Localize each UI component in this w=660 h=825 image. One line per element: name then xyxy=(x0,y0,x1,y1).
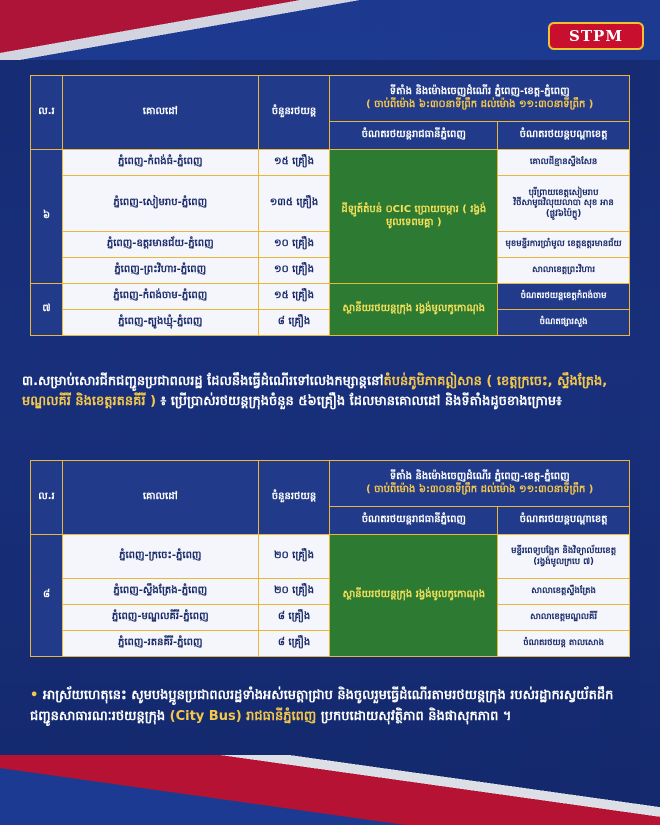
count-cell: ៨ គ្រឿង xyxy=(258,605,330,631)
header-destination: គោលដៅ xyxy=(62,76,258,150)
row-number: ៦ xyxy=(31,150,63,284)
table-row xyxy=(31,150,630,176)
schedule-table-2 xyxy=(30,460,630,657)
header-phnom-penh-stop: ចំណតរថយន្តរាជធានីភ្នំពេញ xyxy=(330,122,498,150)
phnom-penh-stop-cell: ស្ថានីយរថយន្តក្រុង រង្វង់មូលកូកោណុង xyxy=(330,284,498,336)
header-location-title: ទីតាំង និងម៉ោងចេញដំណើរ ភ្នំពេញ-ខេត្ត-ភ្នំពេញ xyxy=(389,86,570,97)
destination-cell: ភ្នំពេញ-ត្បូងឃ្មុំ-ភ្នំពេញ xyxy=(62,310,258,336)
northeast-paragraph xyxy=(22,372,642,412)
header-phnom-penh-stop: ចំណតរថយន្តរាជធានីភ្នំពេញ xyxy=(330,507,498,535)
province-stop-cell: ចំណតរថយន្តខេត្តកំពង់ចាម xyxy=(498,284,630,310)
note-city-bus: (City Bus) រាជធានីភ្នំពេញ xyxy=(169,708,317,724)
province-stop-cell: គោលដីខ្មានស្ទឹងសែន xyxy=(498,150,630,176)
schedule-table-1 xyxy=(30,75,630,336)
paragraph-lead: ៣.សម្រាប់សោរជីកជញ្ជូនប្រជាពលរដ្ឋ ដែលនឹងធ្វើដំណើរទៅលេងកម្សាន្តនៅ xyxy=(22,374,384,389)
destination-cell: ភ្នំពេញ-សៀមរាប-ភ្នំពេញ xyxy=(62,176,258,232)
province-stop-cell: ចំណតរថយន្ត តាលសោង xyxy=(498,631,630,657)
header-destination: គោលដៅ xyxy=(62,461,258,535)
count-cell: ១៥ គ្រឿង xyxy=(258,150,330,176)
stpm-logo: STPM xyxy=(548,22,644,50)
count-cell: ១៣៥ គ្រឿង xyxy=(258,176,330,232)
destination-cell: ភ្នំពេញ-ឧត្តរមានជ័យ-ភ្នំពេញ xyxy=(62,232,258,258)
flag-ribbon-bottom xyxy=(0,755,660,825)
destination-cell: ភ្នំពេញ-កំពង់ចាម-ភ្នំពេញ xyxy=(62,284,258,310)
table-row xyxy=(31,535,630,579)
closing-note xyxy=(30,686,630,728)
paragraph-tail: ៖ ប្រើប្រាស់រថយន្តក្រុងចំនួន ៥៦គ្រឿង ដែលមានគោលដៅ និងទីតាំងដូចខាងក្រោម៖ xyxy=(156,394,562,410)
destination-cell: ភ្នំពេញ-ស្ទឹងត្រែង-ភ្នំពេញ xyxy=(62,579,258,605)
header-location-time: ( ចាប់ពីម៉ោង ៦:៣០នាទីព្រឹក ដល់ម៉ោង ១១:៣០នាទីព្រឹក ) xyxy=(366,98,594,110)
destination-cell: ភ្នំពេញ-ព្រះវិហារ-ភ្នំពេញ xyxy=(62,258,258,284)
header-location-time: ( ចាប់ពីម៉ោង ៦:៣០នាទីព្រឹក ដល់ម៉ោង ១១:៣០នាទីព្រឹក ) xyxy=(366,483,594,495)
province-stop-cell: មន្ទីរពេទ្យបង្អែក និងវិទ្យាល័យខេត្ត (រង្វង់មូលក្របេ ៧) xyxy=(498,535,630,579)
row-number: ៧ xyxy=(31,284,63,336)
count-cell: ១០ គ្រឿង xyxy=(258,258,330,284)
header-no: ល.រ xyxy=(31,76,63,150)
destination-cell: ភ្នំពេញ-កំពង់ធំ-ភ្នំពេញ xyxy=(62,150,258,176)
table-row xyxy=(31,284,630,310)
bullet-icon: • xyxy=(30,688,39,703)
province-stop-cell: បុរីព្រាយខេត្តសៀមរាប វិថីសាមូធវិលុយលាបា សុខ អាន (ផ្លូវ៦ប៉ៃក្លូ) xyxy=(498,176,630,232)
count-cell: ២០ គ្រឿង xyxy=(258,535,330,579)
header-count: ចំនួនរថយន្ត xyxy=(258,76,330,150)
destination-cell: ភ្នំពេញ-មណ្ឌលគីរី-ភ្នំពេញ xyxy=(62,605,258,631)
count-cell: ១០ គ្រឿង xyxy=(258,232,330,258)
destination-cell: ភ្នំពេញ-ក្រចេះ-ភ្នំពេញ xyxy=(62,535,258,579)
phnom-penh-stop-cell: ដីឡូត៍តំបន់ ០CIC ប្រោយចម្ការ ( រង្វង់មូលទេពមគ្គា ) xyxy=(330,150,498,284)
phnom-penh-stop-cell: ស្ថានីយរថយន្តក្រុង រង្វង់មូលកូកោណុង xyxy=(330,535,498,657)
header-province-stop: ចំណតរថយន្តបណ្តាខេត្ត xyxy=(498,507,630,535)
note-text-c: ប្រកបដោយសុវត្ថិភាព និងផាសុកភាព ។ xyxy=(316,708,512,724)
header-location xyxy=(330,461,630,507)
header-location-title: ទីតាំង និងម៉ោងចេញដំណើរ ភ្នំពេញ-ខេត្ត-ភ្នំពេញ xyxy=(389,471,570,482)
header-location xyxy=(330,76,630,122)
province-stop-cell: មុខមន្ទីរការប្រាំមូល ខេត្តឧត្តរមានជ័យ xyxy=(498,232,630,258)
paragraph-highlight: តំបន់ភូមិភាគឦសាន ( ខេត្តក្រចេះ, ស្ទឹងត្រែង, មណ្ឌលគីរី និងខេត្តរតនគីរី ) xyxy=(22,374,608,410)
count-cell: ៨ គ្រឿង xyxy=(258,310,330,336)
province-stop-cell: សាលាខេត្តមណ្ឌលគីរី xyxy=(498,605,630,631)
province-stop-cell: សាលាខេត្តព្រះវិហារ xyxy=(498,258,630,284)
header-no: ល.រ xyxy=(31,461,63,535)
count-cell: ៨ គ្រឿង xyxy=(258,631,330,657)
count-cell: ២០ គ្រឿង xyxy=(258,579,330,605)
header-count: ចំនួនរថយន្ត xyxy=(258,461,330,535)
header-province-stop: ចំណតរថយន្តបណ្តាខេត្ត xyxy=(498,122,630,150)
destination-cell: ភ្នំពេញ-រតនគីរី-ភ្នំពេញ xyxy=(62,631,258,657)
count-cell: ១៥ គ្រឿង xyxy=(258,284,330,310)
note-text-a: អាស្រ័យហេតុនេះ សូមបងប្អូនប្រជាពលរដ្ឋទាំងអស់មេត្តាជ្រាប និងចូលរួមធ្វើដំណើរតាមរថយន្តក្រុង របស់រដ្ឋាករស្វយ័តដឹកជញ្ជូនសាធារណៈរថយន្តក្រុង xyxy=(30,688,614,724)
province-stop-cell: ចំណតផ្សារសួង xyxy=(498,310,630,336)
row-number: ៨ xyxy=(31,535,63,657)
province-stop-cell: សាលាខេត្តស្ទឹងត្រែង xyxy=(498,579,630,605)
